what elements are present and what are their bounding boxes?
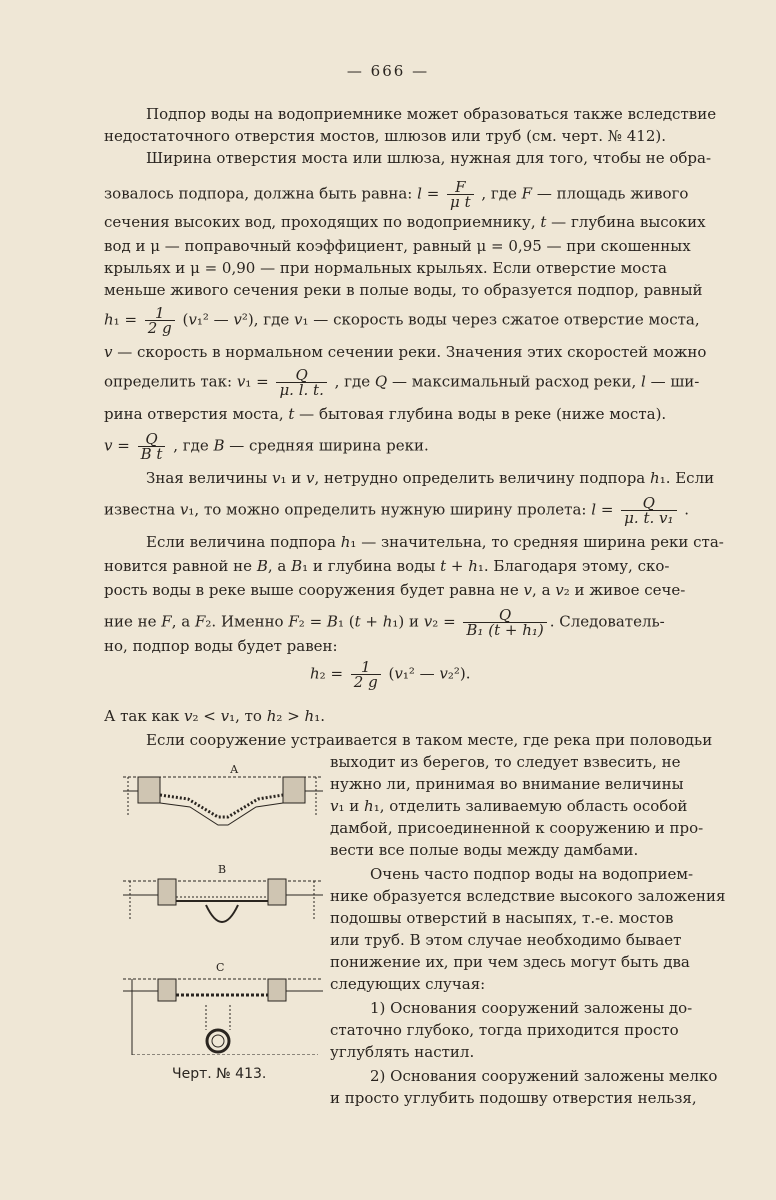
text-line: h₁ = $\frac{1}{2 g}$ (v₁² — v²), где v₁ — скорость воды через сжатое отверстие моста, <box>104 304 700 337</box>
text-line: углублять настил. <box>330 1043 475 1061</box>
text-line: рина отверстия моста, t — бытовая глубина воды в реке (ниже моста). <box>104 405 667 423</box>
text-line: v = $\frac{Q}{\text{B t}}$ , где B — средняя ширина реки. <box>104 430 429 463</box>
text-line: v — скорость в нормальном сечении реки. Значения этих скоростей можно <box>104 343 707 361</box>
figure-label-a: А <box>230 763 239 776</box>
text-line: новится равной не B, а B₁ и глубина воды t + h₁. Благодаря этому, ско- <box>104 557 670 575</box>
text-line: А так как v₂ < v₁, то h₂ > h₁. <box>104 707 325 725</box>
text-line: следующих случая: <box>330 975 486 993</box>
text-line: 2) Основания сооружений заложены мелко <box>370 1067 718 1085</box>
text-line: Если сооружение устраивается в таком месте, где река при половодьи <box>146 731 713 749</box>
text-line: Если величина подпора h₁ — значительна, то средняя ширина реки ста- <box>146 533 724 551</box>
text-line: Зная величины v₁ и v, нетрудно определить величину подпора h₁. Если <box>146 469 715 487</box>
formula-h2: h₂ = $\frac{1}{2 g}$ (v₁² — v₂²). <box>310 658 471 691</box>
text-line: понижение их, при чем здесь могут быть два <box>330 953 690 971</box>
text-line: нике образуется вследствие высокого заложения <box>330 887 726 905</box>
text-line: статочно глубоко, тогда приходится просто <box>330 1021 679 1039</box>
text-line: вод и μ — поправочный коэффициент, равный μ = 0,95 — при скошенных <box>104 237 691 255</box>
section-a-drawing <box>123 777 323 825</box>
text-line: Очень часто подпор воды на водоприем- <box>370 865 694 883</box>
text-line: дамбой, присоединенной к сооружению и про- <box>330 819 704 837</box>
section-c-drawing <box>123 979 323 1055</box>
figure-413 <box>118 755 328 1065</box>
text-line: недостаточного отверстия мостов, шлюзов или труб (см. черт. № 412). <box>104 127 666 145</box>
text-line: но, подпор воды будет равен: <box>104 637 338 655</box>
text-line: определить так: v₁ = $\frac{Q}{\mu. l. t.}$ , где Q — максимальный расход реки, l — ши- <box>104 366 700 399</box>
text-line: выходит из берегов, то следует взвесить, не <box>330 753 681 771</box>
text-line: подошвы отверстий в насыпях, т.-е. мостов <box>330 909 674 927</box>
page-number: — 666 — <box>346 62 430 80</box>
text-line: зовалось подпора, должна быть равна: l = $\frac{F}{\text{μ t}}$ , где F — площадь живого <box>104 178 689 211</box>
figure-label-b: В <box>218 863 227 876</box>
text-line: 1) Основания сооружений заложены до- <box>370 999 693 1017</box>
text-line: ние не F, а F₂. Именно F₂ = B₁ (t + h₁) и v₂ = $\frac{Q}{\text{B₁ (t + h₁)}}$ . Следователь- <box>104 606 665 639</box>
text-line: и просто углубить подошву отверстия нельзя, <box>330 1089 697 1107</box>
text-line: известна v₁, то можно определить нужную ширину пролета: l = $\frac{Q}{\text{μ. t. v₁}}$ . <box>104 494 690 527</box>
text-line: Ширина отверстия моста или шлюза, нужная для того, чтобы не обра- <box>146 149 712 167</box>
text-line: рость воды в реке выше сооружения будет равна не v, а v₂ и живое сече- <box>104 581 686 599</box>
text-line: сечения высоких вод, проходящих по водоприемнику, t — глубина высоких <box>104 213 706 231</box>
text-line: Подпор воды на водоприемнике может образоваться также вследствие <box>146 105 717 123</box>
figure-caption: Черт. № 413. <box>172 1066 267 1082</box>
figure-label-c: С <box>216 961 225 974</box>
figure-413-drawing <box>118 755 328 1055</box>
text-line: вести все полые воды между дамбами. <box>330 841 639 859</box>
text-line: крыльях и μ = 0,90 — при нормальных крыльях. Если отверстие моста <box>104 259 667 277</box>
text-line: v₁ и h₁, отделить заливаемую область особой <box>330 797 688 815</box>
text-line: или труб. В этом случае необходимо бывает <box>330 931 682 949</box>
text-line: нужно ли, принимая во внимание величины <box>330 775 684 793</box>
section-b-drawing <box>123 879 323 922</box>
text-line: меньше живого сечения реки в полые воды, то образуется подпор, равный <box>104 281 703 299</box>
